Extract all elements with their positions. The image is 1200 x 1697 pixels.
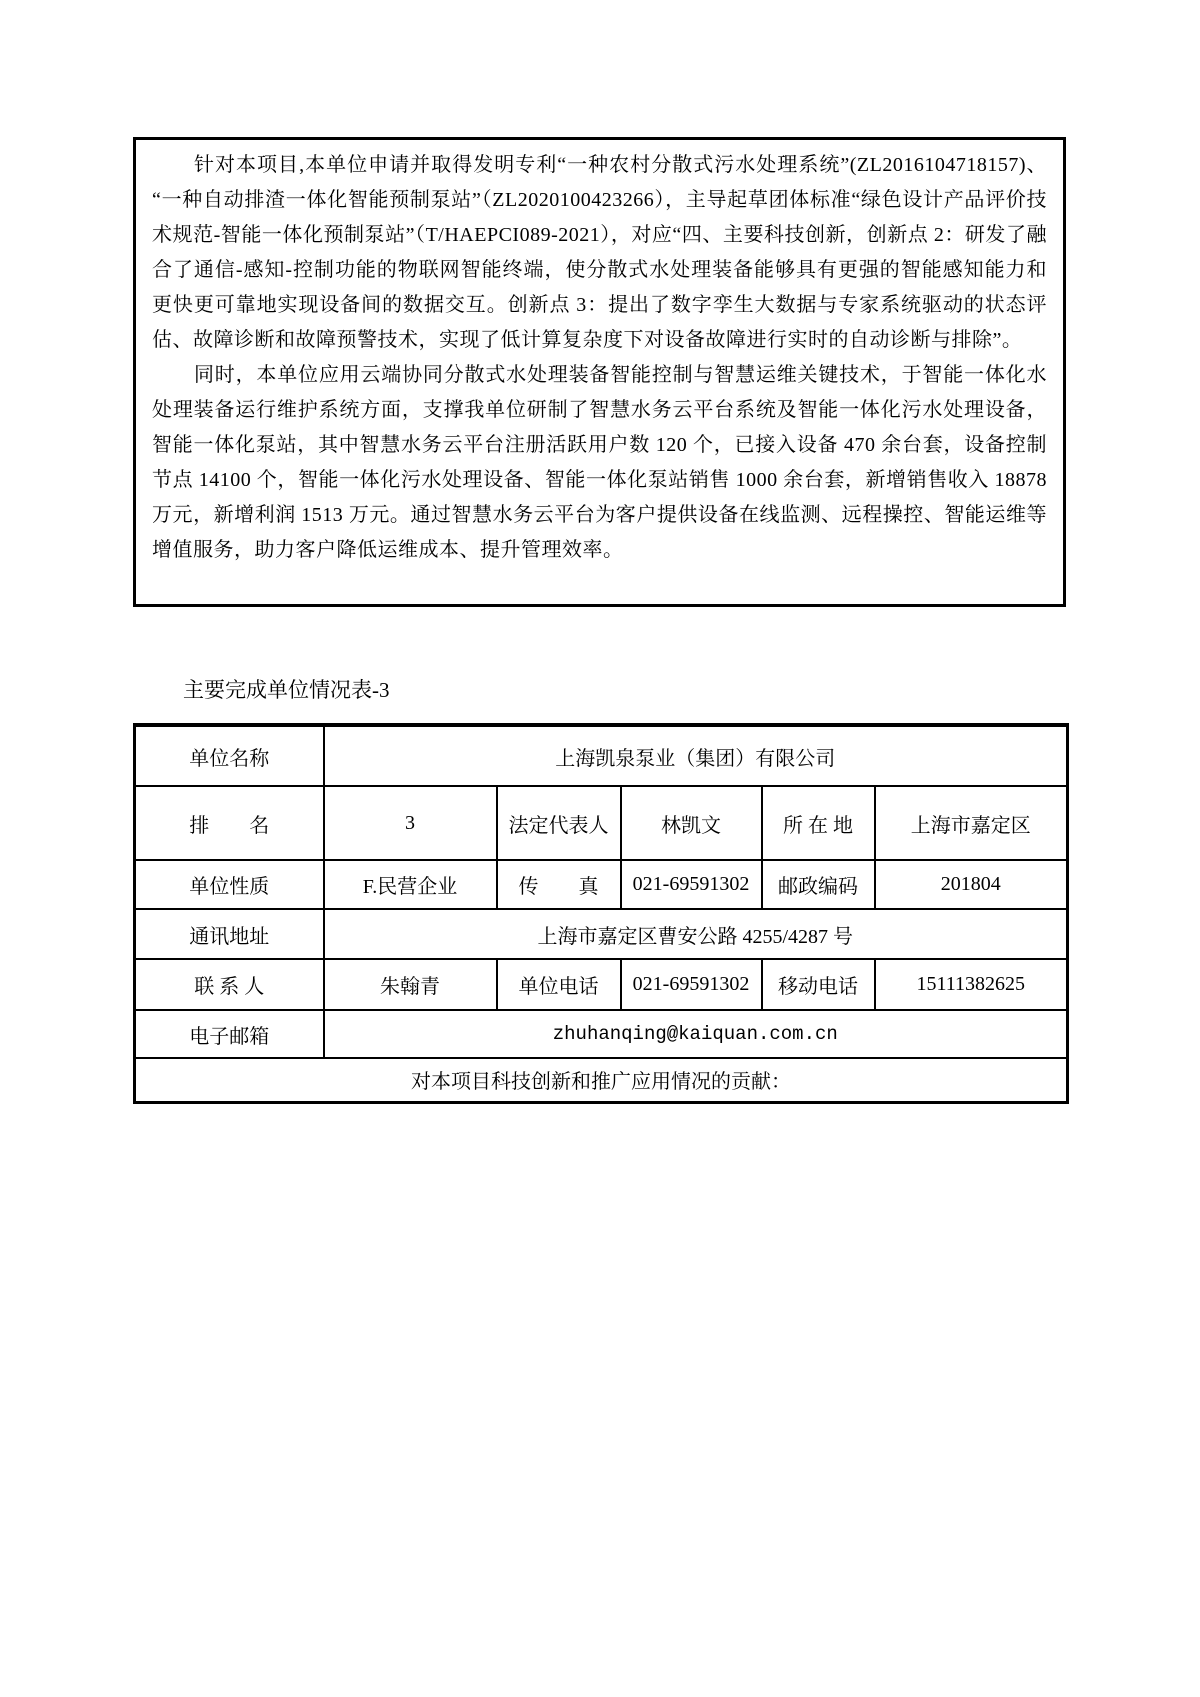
legal-representative-value: 林凯文 (621, 786, 762, 860)
mobile-phone-label: 移动电话 (762, 959, 875, 1010)
unit-name-label: 单位名称 (135, 725, 324, 786)
email-label: 电子邮箱 (135, 1010, 324, 1058)
postal-code-value: 201804 (875, 860, 1068, 909)
rank-value: 3 (324, 786, 497, 860)
table-row (135, 860, 1068, 909)
table-row (135, 1010, 1068, 1058)
mailing-address-value: 上海市嘉定区曹安公路 4255/4287 号 (324, 909, 1068, 959)
unit-type-label: 单位性质 (135, 860, 324, 909)
unit-type-value: F.民营企业 (324, 860, 497, 909)
paragraph-patents: 针对本项目,本单位申请并取得发明专利“一种农村分散式污水处理系统”(ZL2016104718157)、“一种自动排渣一体化智能预制泵站”（ZL2020100423266），主导起草团体标准“绿色设计产品评价技术规范-智能一体化预制泵站”（T/HAEPCI089-2021），对应“四、主要科技创新，创新点 2：研发了融合了通信-感知-控制功能的物联网智能终端，使分散式水处理装备能够具有更强的智能感知能力和更快更可靠地实现设备间的数据交互。创新点 3：提出了数字孪生大数据与专家系统驱动的状态评估、故障诊断和故障预警技术，实现了低计算复杂度下对设备故障进行实时的自动诊断与排除”。 (152, 154, 1047, 351)
unit-phone-value: 021-69591302 (621, 959, 762, 1010)
table-row (135, 786, 1068, 860)
table-row (135, 909, 1068, 959)
paragraph-application: 同时，本单位应用云端协同分散式水处理装备智能控制与智慧运维关键技术，于智能一体化水处理装备运行维护系统方面，支撑我单位研制了智慧水务云平台系统及智能一体化污水处理设备，智能一体化泵站，其中智慧水务云平台注册活跃用户数 120 个，已接入设备 470 余台套，设备控制节点 14100 个，智能一体化污水处理设备、智能一体化泵站销售 1000 余台套，新增销售收入 18878 万元，新增利润 1513 万元。通过智慧水务云平台为客户提供设备在线监测、远程操控、智能运维等增值服务，助力客户降低运维成本、提升管理效率。 (152, 364, 1047, 561)
legal-representative-label: 法定代表人 (497, 786, 621, 860)
location-value: 上海市嘉定区 (875, 786, 1068, 860)
table-row (135, 959, 1068, 1010)
postal-code-label: 邮政编码 (762, 860, 875, 909)
table-row (135, 1058, 1068, 1102)
location-label: 所 在 地 (762, 786, 875, 860)
contact-person-label: 联 系 人 (135, 959, 324, 1010)
project-description-box (133, 137, 1066, 607)
unit-name-value: 上海凯泉泵业（集团）有限公司 (324, 725, 1068, 786)
rank-label: 排 名 (135, 786, 324, 860)
mobile-phone-value: 15111382625 (875, 959, 1068, 1010)
contact-person-value: 朱翰青 (324, 959, 497, 1010)
unit-phone-label: 单位电话 (497, 959, 621, 1010)
mailing-address-label: 通讯地址 (135, 909, 324, 959)
unit-info-table (133, 723, 1069, 1104)
fax-label: 传 真 (497, 860, 621, 909)
table-row (135, 725, 1068, 786)
email-value: zhuhanqing@kaiquan.com.cn (324, 1010, 1068, 1058)
table-caption: 主要完成单位情况表-3 (183, 678, 390, 702)
contribution-heading: 对本项目科技创新和推广应用情况的贡献： (135, 1058, 1068, 1102)
fax-value: 021-69591302 (621, 860, 762, 909)
